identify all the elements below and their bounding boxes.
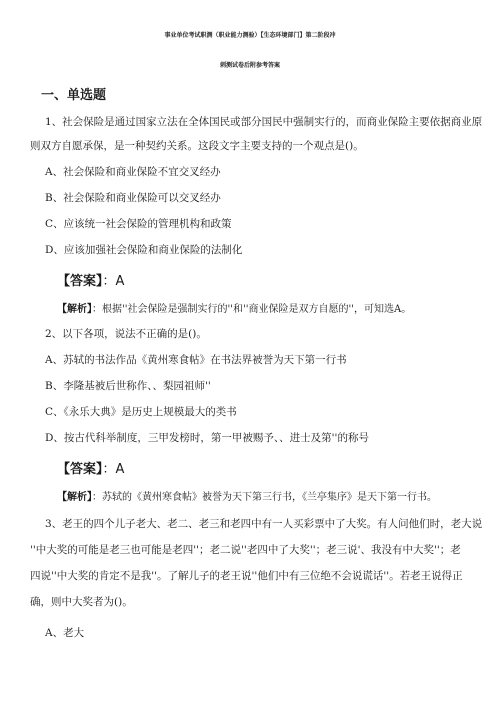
q1-answer-value: ：A: [102, 274, 125, 289]
q2-explanation: [57, 488, 437, 503]
q1-option-d: D、应该加强社会保险和商业保险的法制化: [45, 244, 243, 256]
q2-explanation-tag: 【解析】: [57, 492, 92, 503]
q1-stem-line-2: 则双方自愿承保，是一种契约关系。这段文字主要支持的一个观点是()。: [30, 140, 364, 152]
q1-explanation-tag: 【解析】: [57, 304, 92, 315]
q2-answer: [57, 458, 124, 477]
q2-stem: 2、以下各项，说法不正确的是()。: [45, 328, 207, 340]
q2-explanation-text: ：苏轼的《黄州寒食帖》被誉为天下第三行书，《兰亭集序》是天下第一行书。: [92, 492, 437, 503]
q2-answer-value: ：A: [102, 462, 125, 477]
q3-stem-line-2: ''中大奖的可能是老三也可能是老四''；老二说''老四中了大奖''；老三说'、我没有中大奖''；老: [30, 544, 461, 556]
section-heading: 一、单选题: [41, 88, 107, 103]
q3-stem-line-3: 四说''中大奖的肯定不是我''。了解儿子的老王说''他们中有三位绝不会说谎话''。若老王说得正: [30, 570, 463, 582]
q1-option-b: B、社会保险和商业保险可以交叉经办: [45, 192, 221, 204]
q1-stem-line-1: 1、社会保险是通过国家立法在全体国民或部分国民中强制实行的，而商业保险主要依据商业原: [45, 116, 483, 128]
q1-explanation-text: ：根据''社会保险是强制实行的''和''商业保险是双方自愿的''，可知选A。: [92, 304, 412, 315]
q2-option-c: C、《永乐大典》是历史上规模最大的类书: [45, 406, 237, 418]
q1-answer-label: 【答案】: [57, 274, 103, 289]
q3-stem-line-4: 确，则中大奖者为()。: [30, 596, 133, 608]
q1-answer: [57, 270, 124, 289]
q1-explanation: [57, 300, 411, 315]
q1-option-a: A、社会保险和商业保险不宜交叉经办: [45, 166, 221, 178]
q2-option-a: A、苏轼的书法作品《黄州寒食帖》在书法界被誉为天下第一行书: [45, 354, 347, 366]
q1-option-c: C、应该统一社会保险的管理机构和政策: [45, 218, 232, 230]
document-title-line-1: 事业单位考试职测（职业能力测验）【生态环境部门】第二阶段冲: [164, 32, 336, 39]
q3-option-a: A、老大: [45, 627, 85, 639]
q2-option-b: B、李隆基被后世称作、、梨园祖师'': [45, 380, 211, 392]
q3-stem-line-1: 3、老王的四个儿子老大、老二、老三和老四中有一人买彩票中了大奖。有人问他们时，老大说: [45, 518, 483, 530]
document-title-line-2: 刺测试卷后附参考答案: [219, 62, 280, 69]
q2-option-d: D、按古代科举制度，三甲发榜时，第一甲被赐予、、进士及第''的称号: [45, 432, 369, 444]
q2-answer-label: 【答案】: [57, 462, 103, 477]
